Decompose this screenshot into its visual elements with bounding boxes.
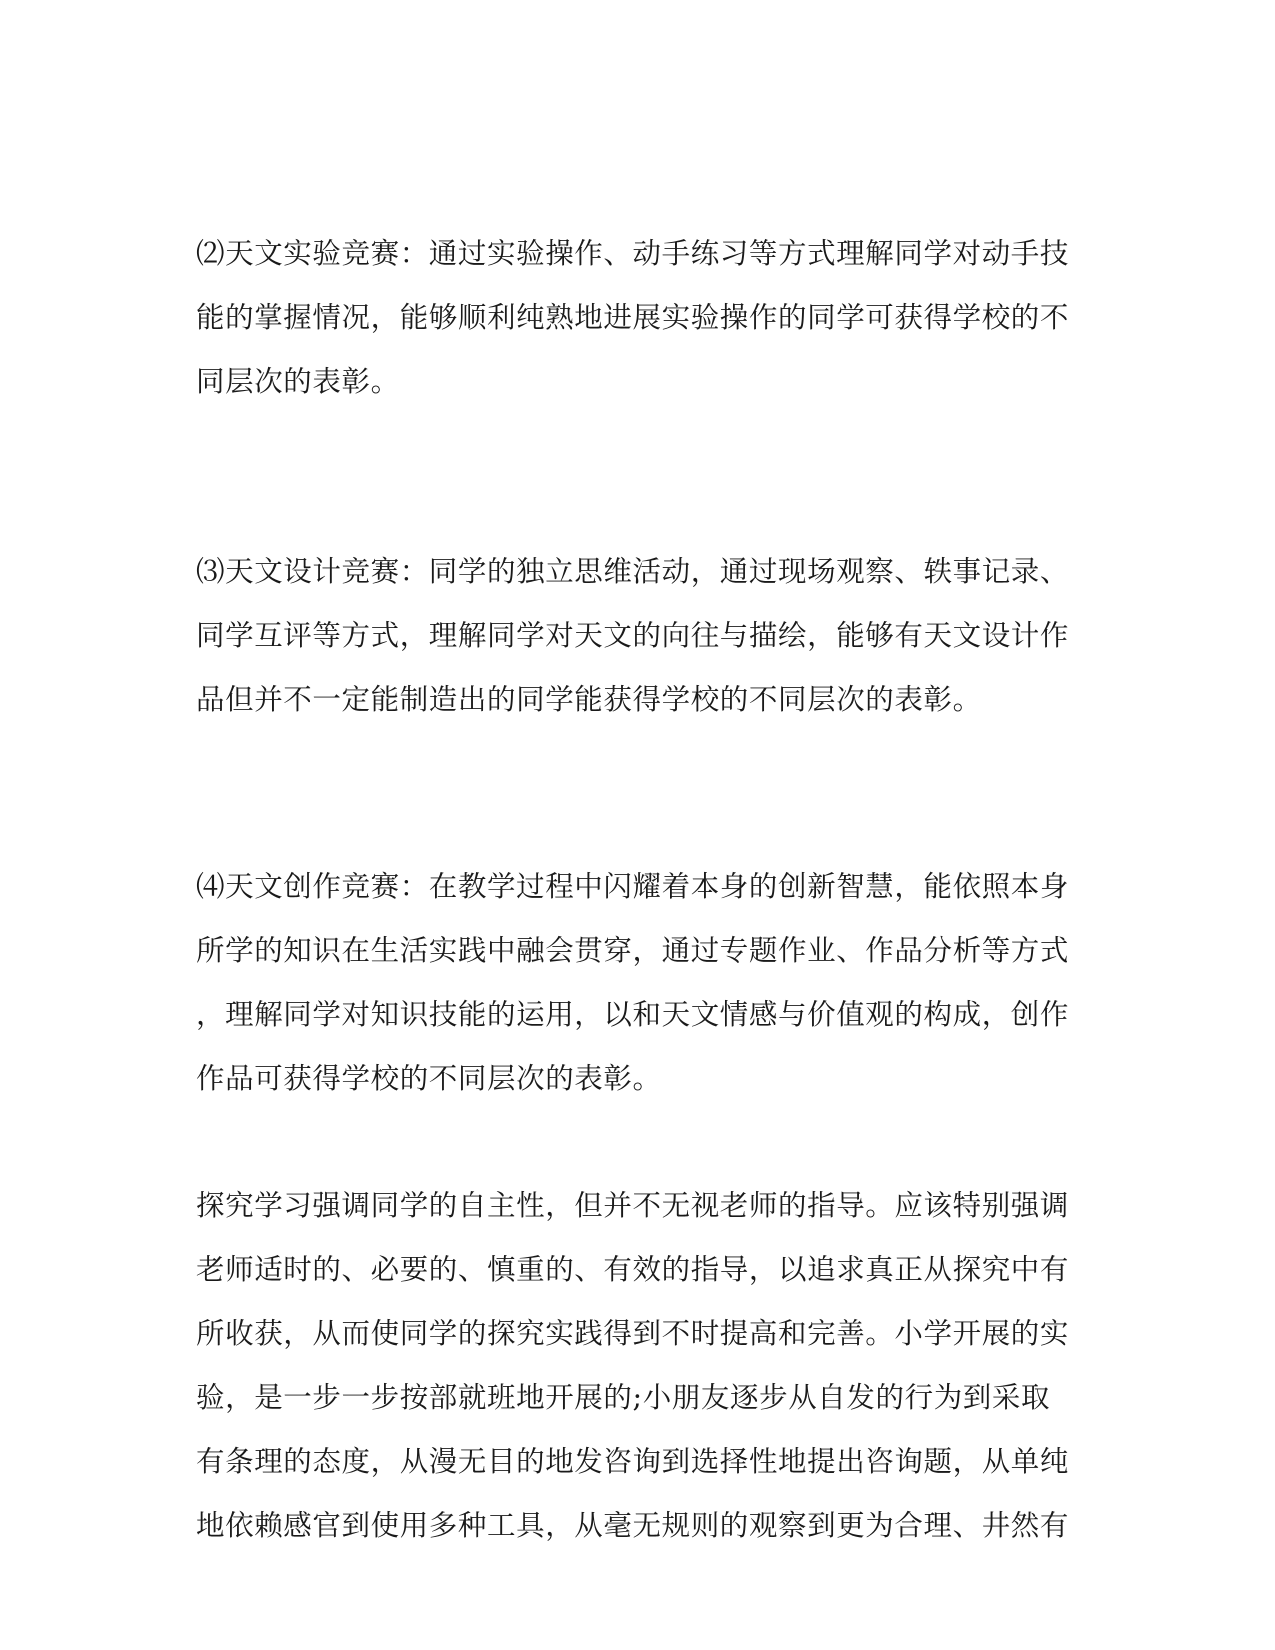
paragraph-line: 作品可获得学校的不同层次的表彰。 — [196, 1062, 662, 1095]
paragraph-line: 同学互评等方式，理解同学对天文的向往与描绘，能够有天文设计作 — [196, 619, 1070, 652]
paragraph-line: 同层次的表彰。 — [196, 365, 400, 398]
paragraph-astronomy-design-contest — [196, 540, 1076, 732]
paragraph-astronomy-creation-contest — [196, 855, 1076, 1111]
paragraph-line: 地依赖感官到使用多种工具，从毫无规则的观察到更为合理、井然有 — [196, 1509, 1070, 1542]
paragraph-line: ，理解同学对知识技能的运用，以和天文情感与价值观的构成，创作 — [196, 998, 1070, 1031]
paragraph-line: 验，是一步一步按部就班地开展的;小朋友逐步从自发的行为到采取 — [196, 1381, 1051, 1414]
paragraph-line: 所学的知识在生活实践中融会贯穿，通过专题作业、作品分析等方式 — [196, 934, 1070, 967]
paragraph-line: 有条理的态度，从漫无目的地发咨询到选择性地提出咨询题，从单纯 — [196, 1445, 1070, 1478]
paragraph-line: 老师适时的、必要的、慎重的、有效的指导，以追求真正从探究中有 — [196, 1253, 1070, 1286]
paragraph-astronomy-experiment-contest — [196, 222, 1076, 414]
paragraph-line: ⑵天文实验竞赛：通过实验操作、动手练习等方式理解同学对动手技 — [196, 237, 1070, 270]
paragraph-line: 探究学习强调同学的自主性，但并不无视老师的指导。应该特别强调 — [196, 1189, 1070, 1222]
paragraph-inquiry-learning — [196, 1174, 1076, 1558]
paragraph-line: 能的掌握情况，能够顺利纯熟地进展实验操作的同学可获得学校的不 — [196, 301, 1070, 334]
paragraph-line: ⑶天文设计竞赛：同学的独立思维活动，通过现场观察、轶事记录、 — [196, 555, 1070, 588]
paragraph-line: 所收获，从而使同学的探究实践得到不时提高和完善。小学开展的实 — [196, 1317, 1070, 1350]
paragraph-line: ⑷天文创作竞赛：在教学过程中闪耀着本身的创新智慧，能依照本身 — [196, 870, 1070, 903]
paragraph-line: 品但并不一定能制造出的同学能获得学校的不同层次的表彰。 — [196, 683, 982, 716]
